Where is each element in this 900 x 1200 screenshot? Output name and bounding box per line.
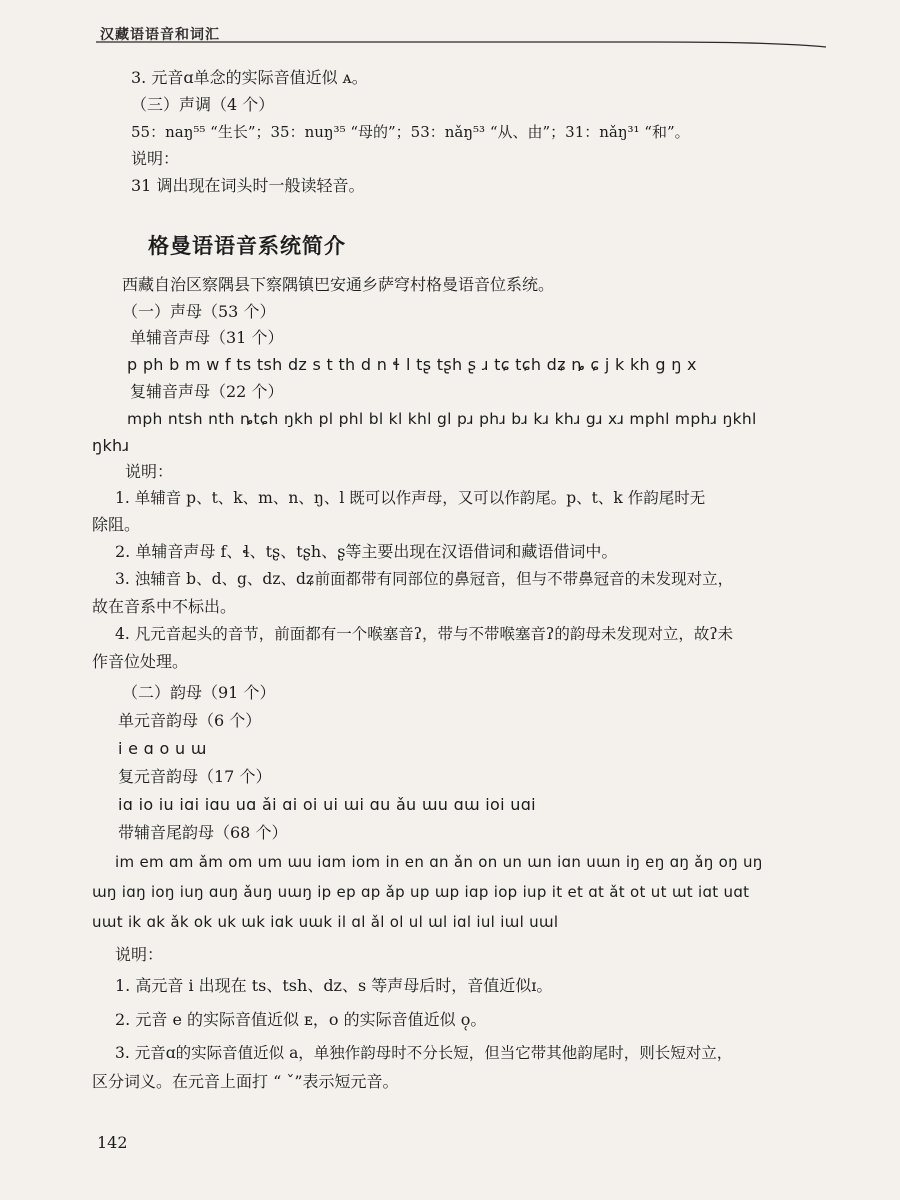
running-head: 汉藏语语音和词汇 [100, 27, 220, 43]
note-4b: 作音位处理。 [92, 652, 189, 671]
cluster-initials-list-1: mph ntsh nth ȵtɕh ŋkh pl phl bl kl khl gl pɹ phɹ bɹ kɹ khɹ gɹ xɹ mphl mphɹ ŋkhl [127, 410, 757, 428]
vowel-note-3a: 3. 元音ɑ的实际音值近似 a，单独作韵母时不分长短，但当它带其他韵尾时，则长短对立， [115, 1044, 733, 1062]
note-4a: 4. 凡元音起头的音节，前面都有一个喉塞音ʔ，带与不带喉塞音ʔ的韵母未发现对立，故ʔ未 [115, 625, 734, 643]
tones-line: 55：naŋ⁵⁵ “生长”；35：nuŋ³⁵ “母的”；53：nǎŋ⁵³ “从、由”；31：nǎŋ³¹ “和”。 [131, 123, 690, 141]
vowel-note-1: 1. 高元音 i 出现在 ts、tsh、dz、s 等声母后时，音值近似ɪ。 [115, 976, 553, 995]
page-number: 142 [97, 1133, 128, 1152]
prev-note-3: 3. 元音ɑ单念的实际音值近似 ᴀ。 [131, 68, 368, 87]
single-initials-list: p ph b m w f ts tsh dz s t th d n ɬ l tʂ tʂh ʂ ɹ tɕ tɕh dʑ ȵ ɕ j k kh g ŋ x [127, 355, 697, 374]
tones-title: （三）声调（4 个） [131, 95, 275, 114]
prev-notes-label: 说明： [131, 149, 180, 168]
coda-finals-list-3: uɯt ik ɑk ǎk ok uk ɯk iɑk uɯk il ɑl ǎl ol ul ɯl iɑl iul iɯl uɯl [92, 913, 559, 931]
monophthong-list: i e ɑ o u ɯ [118, 739, 207, 758]
note-1a: 1. 单辅音 p、t、k、m、n、ŋ、l 既可以作声母，又可以作韵尾。p、t、k 作韵尾时无 [115, 489, 706, 507]
coda-finals-list-1: im em ɑm ǎm om um ɯu iɑm iom in en ɑn ǎn on un ɯn iɑn uɯn iŋ eŋ ɑŋ ǎŋ oŋ uŋ [115, 853, 763, 871]
section-heading: 格曼语语音系统简介 [148, 234, 346, 258]
single-initials-title: 单辅音声母（31 个） [130, 328, 284, 347]
coda-finals-list-2: ɯŋ iɑŋ ioŋ iuŋ ɑuŋ ǎuŋ uɯŋ ip ep ɑp ǎp up ɯp iɑp iop iup it et ɑt ǎt ot ut ɯt iɑt uɑt [92, 883, 750, 901]
finals-title: （二）韵母（91 个） [122, 683, 276, 702]
note-2: 2. 单辅音声母 f、ɬ、tʂ、tʂh、ʂ等主要出现在汉语借词和藏语借词中。 [115, 542, 618, 561]
initials-title: （一）声母（53 个） [122, 302, 276, 321]
header-rule [96, 34, 826, 48]
notes-label: 说明： [125, 462, 174, 481]
cluster-initials-title: 复辅音声母（22 个） [130, 382, 284, 401]
monophthong-title: 单元音韵母（6 个） [118, 711, 262, 730]
vowel-note-3b: 区分词义。在元音上面打 “ ˇ”表示短元音。 [92, 1072, 399, 1091]
tone-note: 31 调出现在词头时一般读轻音。 [131, 176, 365, 195]
cluster-initials-list-2: ŋkhɹ [92, 436, 130, 455]
note-3a: 3. 浊辅音 b、d、g、dz、dʑ前面都带有同部位的鼻冠音，但与不带鼻冠音的未发现对立， [115, 570, 734, 588]
coda-finals-title: 带辅音尾韵母（68 个） [118, 823, 288, 842]
diphthong-title: 复元音韵母（17 个） [118, 767, 272, 786]
vowel-note-2: 2. 元音 e 的实际音值近似 ᴇ，o 的实际音值近似 o̜。 [115, 1010, 487, 1029]
note-1b: 除阻。 [92, 515, 141, 534]
vowel-notes-label: 说明： [115, 945, 164, 964]
section-intro: 西藏自治区察隅县下察隅镇巴安通乡萨穹村格曼语音位系统。 [122, 275, 555, 294]
diphthong-list: iɑ io iu iɑi iɑu uɑ ǎi ɑi oi ui ɯi ɑu ǎu ɯu ɑɯ ioi uɑi [118, 795, 536, 814]
note-3b: 故在音系中不标出。 [92, 597, 237, 616]
